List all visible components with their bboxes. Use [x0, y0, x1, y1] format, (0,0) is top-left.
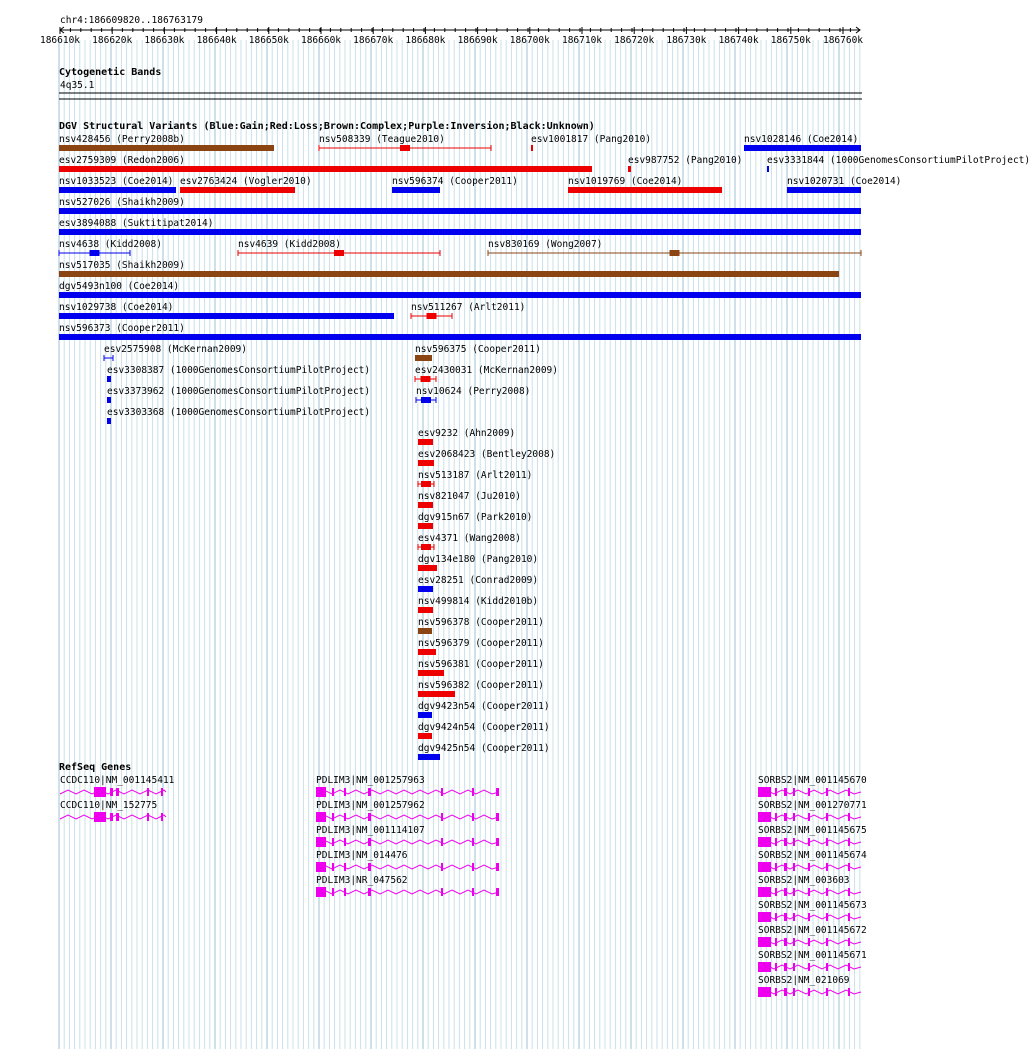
gene-exon: [472, 788, 474, 796]
gene-exon: [808, 813, 810, 821]
gene-exon: [848, 988, 850, 996]
gene-exon: [332, 838, 334, 846]
variant-label[interactable]: nsv596374 (Cooper2011): [392, 176, 518, 187]
variant-label[interactable]: nsv4639 (Kidd2008): [238, 239, 341, 250]
gene-exon: [826, 938, 828, 946]
variant-bar: [418, 460, 434, 466]
variant-bar: [418, 586, 433, 592]
variant-bar: [59, 145, 274, 151]
gene-exon: [808, 913, 810, 921]
variant-label[interactable]: esv2430031 (McKernan2009): [415, 365, 558, 376]
variant-core: [421, 481, 431, 487]
variant-core: [670, 250, 680, 256]
gene-exon: [848, 938, 850, 946]
gene-exon: [344, 813, 346, 821]
gene-label[interactable]: PDLIM3|NM_014476: [316, 850, 408, 861]
gene-exon: [784, 938, 787, 946]
variant-label[interactable]: esv3894088 (Suktitipat2014): [59, 218, 214, 229]
variant-label[interactable]: esv28251 (Conrad2009): [418, 575, 539, 586]
gene-exon: [472, 863, 474, 871]
ruler-tick-label: 186700k: [509, 35, 550, 46]
gene-exon: [775, 888, 777, 896]
variant-label[interactable]: dgv9423n54 (Cooper2011): [418, 701, 550, 712]
variant-bar: [107, 418, 111, 424]
gene-exon: [793, 988, 795, 996]
ruler-tick-label: 186740k: [718, 35, 759, 46]
variant-core: [421, 397, 431, 403]
variant-bar: [418, 502, 433, 508]
variant-label[interactable]: nsv10624 (Perry2008): [416, 386, 531, 397]
gene-exon: [784, 963, 787, 971]
gene-exon: [496, 788, 499, 796]
variant-bar: [415, 355, 432, 361]
variant-label[interactable]: nsv428456 (Perry2008b): [59, 134, 185, 145]
ruler-tick-label: 186750k: [770, 35, 811, 46]
variant-label[interactable]: esv4371 (Wang2008): [418, 533, 521, 544]
gene-exon: [758, 987, 771, 997]
cytoband-track-title[interactable]: Cytogenetic Bands: [59, 67, 162, 78]
gene-exon: [147, 813, 149, 821]
ruler-tick-label: 186630k: [144, 35, 185, 46]
gene-exon: [316, 887, 326, 897]
gene-exon: [793, 938, 795, 946]
gene-exon: [848, 963, 850, 971]
gene-exon: [826, 888, 828, 896]
gene-exon: [472, 813, 474, 821]
variant-bar: [59, 334, 861, 340]
gene-exon: [758, 837, 771, 847]
gene-exon: [758, 912, 771, 922]
gene-exon: [332, 888, 334, 896]
gene-exon: [826, 863, 828, 871]
gene-exon: [316, 837, 326, 847]
ruler-tick-label: 186710k: [561, 35, 603, 46]
gene-exon: [758, 937, 771, 947]
variant-label[interactable]: esv3373962 (1000GenomesConsortiumPilotProject): [107, 386, 371, 397]
variant-label[interactable]: dgv5493n100 (Coe2014): [59, 281, 180, 292]
gene-exon: [344, 888, 346, 896]
variant-label[interactable]: nsv508339 (Teague2010): [319, 134, 445, 145]
variant-label[interactable]: nsv821047 (Ju2010): [418, 491, 521, 502]
gene-exon: [784, 813, 787, 821]
variant-label[interactable]: esv2575908 (McKernan2009): [104, 344, 247, 355]
ruler-tick-label: 186650k: [248, 35, 289, 46]
variant-bar: [59, 313, 394, 319]
gene-label[interactable]: PDLIM3|NM_001257963: [316, 775, 425, 786]
variant-core: [421, 544, 431, 550]
gene-exon: [472, 838, 474, 846]
gene-exon: [775, 788, 777, 796]
gene-exon: [793, 838, 795, 846]
gene-exon: [826, 913, 828, 921]
gene-exon: [808, 838, 810, 846]
gene-exon: [368, 838, 371, 846]
gene-exon: [368, 788, 371, 796]
variant-core: [427, 313, 437, 319]
gene-exon: [826, 813, 828, 821]
variant-core: [421, 376, 431, 382]
variant-core: [400, 145, 410, 151]
variant-bar: [787, 187, 861, 193]
gene-exon: [784, 988, 787, 996]
gene-label[interactable]: CCDC110|NM_152775: [60, 800, 158, 811]
gene-exon: [116, 788, 119, 796]
gene-exon: [441, 863, 443, 871]
variant-bar: [418, 607, 433, 613]
gene-exon: [808, 788, 810, 796]
ruler-tick-label: 186670k: [353, 35, 394, 46]
variant-label[interactable]: nsv1020731 (Coe2014): [787, 176, 902, 187]
gene-exon: [758, 962, 771, 972]
variant-bar: [767, 166, 769, 172]
gene-label[interactable]: SORBS2|NM_001145675: [758, 825, 867, 836]
variant-core: [334, 250, 344, 256]
gene-exon: [441, 888, 443, 896]
gene-exon: [793, 963, 795, 971]
variant-label[interactable]: nsv596375 (Cooper2011): [415, 344, 541, 355]
variant-label[interactable]: nsv596382 (Cooper2011): [418, 680, 544, 691]
gene-exon: [808, 988, 810, 996]
gene-exon: [116, 813, 119, 821]
gene-label[interactable]: SORBS2|NM_001145671: [758, 950, 867, 961]
gene-label[interactable]: SORBS2|NM_021069: [758, 975, 850, 986]
variant-label[interactable]: nsv596381 (Cooper2011): [418, 659, 544, 670]
gene-exon: [775, 938, 777, 946]
gene-exon: [784, 788, 787, 796]
ruler-tick-label: 186610k: [39, 35, 81, 46]
gene-exon: [110, 788, 113, 796]
gene-label[interactable]: CCDC110|NM_001145411: [60, 775, 175, 786]
variant-label[interactable]: esv1001817 (Pang2010): [531, 134, 652, 145]
variant-label[interactable]: esv3331844 (1000GenomesConsortiumPilotProject): [767, 155, 1030, 166]
gene-exon: [793, 788, 795, 796]
variant-label[interactable]: nsv830169 (Wong2007): [488, 239, 603, 250]
gene-exon: [496, 863, 499, 871]
variant-bar: [568, 187, 722, 193]
gene-label[interactable]: SORBS2|NM_001145673: [758, 900, 867, 911]
variant-bar: [418, 754, 440, 760]
gene-label[interactable]: SORBS2|NM_001270771: [758, 800, 867, 811]
ruler-tick-label: 186760k: [822, 35, 864, 46]
gene-exon: [848, 863, 850, 871]
ruler-tick-label: 186690k: [457, 35, 498, 46]
gene-exon: [784, 838, 787, 846]
variant-label[interactable]: nsv527026 (Shaikh2009): [59, 197, 185, 208]
gene-label[interactable]: SORBS2|NM_001145672: [758, 925, 867, 936]
gene-exon: [758, 862, 771, 872]
gene-exon: [793, 813, 795, 821]
gene-exon: [344, 838, 346, 846]
gene-exon: [826, 963, 828, 971]
variant-label[interactable]: dgv9425n54 (Cooper2011): [418, 743, 550, 754]
variant-bar: [59, 166, 592, 172]
variant-label[interactable]: nsv4638 (Kidd2008): [59, 239, 162, 250]
variant-label[interactable]: nsv1033523 (Coe2014): [59, 176, 174, 187]
gene-label[interactable]: SORBS2|NM_001145674: [758, 850, 867, 861]
ruler-tick-label: 186660k: [300, 35, 342, 46]
gene-exon: [332, 863, 334, 871]
variant-label[interactable]: nsv1029738 (Coe2014): [59, 302, 174, 313]
gene-exon: [808, 863, 810, 871]
variant-bar: [531, 145, 533, 151]
variant-label[interactable]: esv9232 (Ahn2009): [418, 428, 516, 439]
variant-bar: [418, 649, 436, 655]
gene-exon: [344, 788, 346, 796]
variant-bar: [418, 628, 432, 634]
dgv-track-title[interactable]: DGV Structural Variants (Blue:Gain;Red:Loss;Brown:Complex;Purple:Inversion;Black:Unknown): [59, 121, 595, 132]
ruler-tick-label: 186640k: [196, 35, 237, 46]
ruler-tick-label: 186720k: [614, 35, 655, 46]
gene-exon: [368, 863, 371, 871]
gene-exon: [793, 913, 795, 921]
gene-exon: [775, 913, 777, 921]
gene-exon: [784, 863, 787, 871]
variant-label[interactable]: dgv915n67 (Park2010): [418, 512, 533, 523]
variant-label[interactable]: nsv1028146 (Coe2014): [744, 134, 859, 145]
gene-exon: [161, 788, 163, 796]
variant-core: [90, 250, 100, 256]
variant-bar: [59, 208, 861, 214]
gene-exon: [147, 788, 149, 796]
variant-bar: [418, 523, 433, 529]
variant-bar: [418, 712, 432, 718]
gene-exon: [775, 963, 777, 971]
gene-exon: [758, 787, 771, 797]
gene-exon: [784, 913, 787, 921]
gene-exon: [496, 813, 499, 821]
gene-exon: [793, 863, 795, 871]
variant-label[interactable]: nsv596378 (Cooper2011): [418, 617, 544, 628]
gene-exon: [332, 813, 334, 821]
variant-label[interactable]: esv2759309 (Redon2006): [59, 155, 185, 166]
variant-label[interactable]: nsv1019769 (Coe2014): [568, 176, 683, 187]
ruler-tick-label: 186680k: [405, 35, 446, 46]
gene-exon: [94, 787, 106, 797]
gene-exon: [808, 963, 810, 971]
gene-exon: [848, 813, 850, 821]
gene-exon: [775, 838, 777, 846]
gene-exon: [758, 812, 771, 822]
variant-label[interactable]: nsv596379 (Cooper2011): [418, 638, 544, 649]
variant-label[interactable]: esv2763424 (Vogler2010): [180, 176, 312, 187]
gene-exon: [848, 913, 850, 921]
variant-label[interactable]: esv2068423 (Bentley2008): [418, 449, 556, 460]
gene-exon: [110, 813, 113, 821]
gene-exon: [94, 812, 106, 822]
variant-bar: [59, 271, 839, 277]
variant-bar: [392, 187, 440, 193]
position-label: chr4:186609820..186763179: [60, 15, 203, 26]
gene-exon: [316, 787, 326, 797]
gene-exon: [758, 887, 771, 897]
variant-bar: [418, 733, 432, 739]
gene-exon: [316, 862, 326, 872]
gene-exon: [826, 788, 828, 796]
variant-label[interactable]: esv3303368 (1000GenomesConsortiumPilotProject): [107, 407, 371, 418]
gene-exon: [775, 988, 777, 996]
variant-bar: [744, 145, 861, 151]
variant-bar: [59, 229, 861, 235]
gene-exon: [793, 888, 795, 896]
variant-label[interactable]: dgv9424n54 (Cooper2011): [418, 722, 550, 733]
gene-label[interactable]: SORBS2|NM_003603: [758, 875, 850, 886]
ruler-tick-label: 186620k: [92, 35, 133, 46]
gene-exon: [441, 813, 443, 821]
variant-label[interactable]: nsv517035 (Shaikh2009): [59, 260, 185, 271]
gene-exon: [848, 838, 850, 846]
gene-label[interactable]: PDLIM3|NM_001257962: [316, 800, 425, 811]
variant-label[interactable]: nsv499814 (Kidd2010b): [418, 596, 539, 607]
variant-bar: [180, 187, 295, 193]
gene-exon: [848, 888, 850, 896]
variant-bar: [59, 187, 176, 193]
gene-exon: [826, 988, 828, 996]
gene-exon: [826, 838, 828, 846]
variant-label[interactable]: nsv513187 (Arlt2011): [418, 470, 533, 481]
gene-exon: [784, 888, 787, 896]
gene-label[interactable]: SORBS2|NM_001145670: [758, 775, 867, 786]
gene-exon: [472, 888, 474, 896]
gene-exon: [496, 888, 499, 896]
refseq-track-title[interactable]: RefSeq Genes: [59, 762, 132, 773]
variant-label[interactable]: esv987752 (Pang2010): [628, 155, 743, 166]
variant-bar: [107, 397, 111, 403]
gene-exon: [496, 838, 499, 846]
variant-bar: [628, 166, 631, 172]
variant-bar: [418, 439, 433, 445]
gene-exon: [848, 788, 850, 796]
variant-bar: [59, 292, 861, 298]
variant-label[interactable]: esv3308387 (1000GenomesConsortiumPilotProject): [107, 365, 371, 376]
gene-label[interactable]: PDLIM3|NR_047562: [316, 875, 408, 886]
variant-label[interactable]: dgv134e180 (Pang2010): [418, 554, 539, 565]
gene-exon: [316, 812, 326, 822]
variant-bar: [418, 670, 444, 676]
variant-bar: [107, 376, 111, 382]
gene-exon: [161, 813, 163, 821]
gene-label[interactable]: PDLIM3|NM_001114107: [316, 825, 425, 836]
variant-label[interactable]: nsv596373 (Cooper2011): [59, 323, 185, 334]
gene-exon: [441, 838, 443, 846]
gene-exon: [775, 863, 777, 871]
gene-exon: [775, 813, 777, 821]
gene-exon: [332, 788, 334, 796]
variant-bar: [418, 691, 455, 697]
gene-exon: [808, 938, 810, 946]
variant-label[interactable]: nsv511267 (Arlt2011): [411, 302, 526, 313]
gene-exon: [441, 788, 443, 796]
ruler-tick-label: 186730k: [666, 35, 707, 46]
cytoband-label: 4q35.1: [60, 80, 95, 91]
variant-bar: [418, 565, 437, 571]
gene-exon: [344, 863, 346, 871]
gene-exon: [368, 813, 371, 821]
gene-exon: [808, 888, 810, 896]
gene-exon: [368, 888, 371, 896]
